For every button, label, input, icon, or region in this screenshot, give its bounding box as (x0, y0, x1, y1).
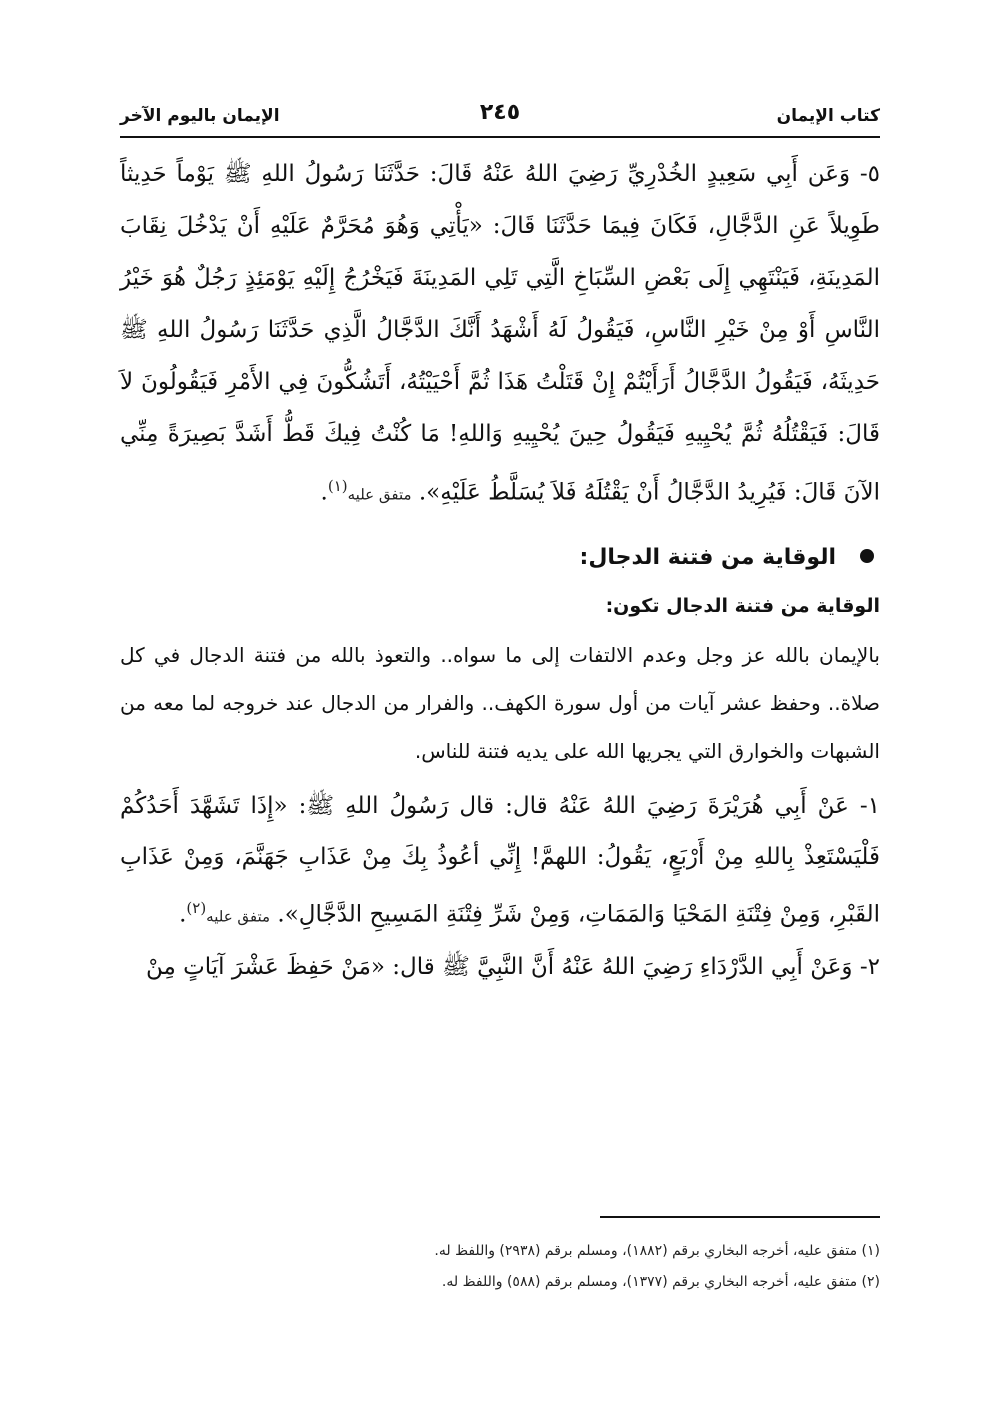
hadith-text: وَعَن أَبِي سَعِيدٍ الخُدْرِيِّ رَضِيَ اللهُ عَنْهُ قَالَ: حَدَّثَنَا رَسُولُ اللهِ ﷺ يَوْماً حَدِيثاً طَوِيلاً عَنِ الدَّجَّالِ، فَكَانَ فِيمَا حَدَّثَنَا قَالَ: «يَأْتِي وَهُوَ مُحَرَّمٌ عَلَيْهِ أَنْ يَدْخُلَ نِقَابَ المَدِينَةِ، فَيَنْتَهِي إِلَى بَعْضِ السِّبَاخِ الَّتِي تَلِي المَدِينَةَ فَيَخْرُجُ إِلَيْهِ يَوْمَئِذٍ رَجُلٌ هُوَ خَيْرُ النَّاسِ أَوْ مِنْ خَيْرِ النَّاسِ، فَيَقُولُ لَهُ أَشْهَدُ أَنَّكَ الدَّجَّالُ الَّذِي حَدَّثَنَا رَسُولُ اللهِ ﷺ حَدِيثَهُ، فَيَقُولُ الدَّجَّالُ أَرَأَيْتُمْ إِنْ قَتَلْتُ هَذَا ثُمَّ أَحْيَيْتُهُ، أَتَشُكُّونَ فِي الأَمْرِ فَيَقُولُونَ لاَ قَالَ: فَيَقْتُلُهُ ثُمَّ يُحْيِيهِ فَيَقُولُ حِينَ يُحْيِيهِ وَاللهِ! مَا كُنْتُ فِيكَ قَطُّ أَشَدَّ بَصِيرَةً مِنِّي الآنَ قَالَ: فَيُرِيدُ الدَّجَّالُ أَنْ يَقْتُلَهُ فَلاَ يُسَلَّطُ عَلَيْهِ». (120, 161, 880, 506)
agreed-label: متفق عليه (347, 485, 412, 504)
hadith-number: ١- (859, 792, 880, 819)
hadith-text: وَعَنْ أَبِي الدَّرْدَاءِ رَضِيَ اللهُ عَنْهُ أَنَّ النَّبِيَّ ﷺ قال: «مَنْ حَفِظَ عَشْرَ آيَاتٍ مِنْ (145, 954, 853, 981)
running-header (120, 98, 880, 134)
agreed-label: متفق عليه (206, 907, 271, 926)
page-number: ٢٤٥ (479, 100, 521, 125)
section-heading (120, 535, 880, 581)
header-chapter-title: الإيمان باليوم الآخر (120, 106, 280, 126)
section-subtitle: الوقاية من فتنة الدجال تكون: (605, 594, 880, 617)
hadith-1 (120, 781, 880, 943)
footnote-ref[interactable]: (٢) (186, 898, 207, 917)
footnote-ref[interactable]: (١) (327, 477, 348, 495)
hadith-2 (120, 942, 880, 993)
hadith-number: ٢- (859, 954, 880, 981)
header-divider (120, 136, 880, 138)
end-mark: . (179, 901, 187, 928)
hadith-text: عَنْ أَبِي هُرَيْرَةَ رَضِيَ اللهُ عَنْهُ قال: قال رَسُولُ اللهِ ﷺ: «إِذَا تَشَهَّدَ أَحَدُكُمْ فَلْيَسْتَعِذْ بِاللهِ مِنْ أَرْبَعٍ، يَقُولُ: اللهمَّ! إِنِّي أعُوذُ بِكَ مِنْ عَذَابِ جَهَنَّمَ، وَمِنْ عَذَابِ القَبْرِ، وَمِنْ فِتْنَةِ المَحْيَا وَالمَمَاتِ، وَمِنْ شَرِّ فِتْنَةِ المَسِيحِ الدَّجَّالِ». (120, 792, 880, 928)
section-title: الوقاية من فتنة الدجال: (579, 544, 836, 570)
end-mark: . (320, 479, 328, 506)
footnotes (120, 1236, 880, 1298)
footnote-divider (600, 1216, 880, 1218)
footnote-2: (٢) متفق عليه، أخرجه البخاري برقم (١٣٧٧)، ومسلم برقم (٥٨٨) واللفظ له. (441, 1274, 880, 1290)
page-body (120, 148, 880, 993)
hadith-number: ٥- (859, 161, 880, 187)
section-body: بالإيمان بالله عز وجل وعدم الالتفات إلى ما سواه.. والتعوذ بالله من فتنة الدجال في كل صلاة.. وحفظ عشر آيات من أول سورة الكهف.. والفرار من الدجال عند خروجه لما معه من الشبهات والخوارق التي يجريها الله على يديه فتنة للناس. (120, 642, 880, 763)
header-book-title: كتاب الإيمان (776, 106, 880, 126)
footnote-1: (١) متفق عليه، أخرجه البخاري برقم (١٨٨٢)، ومسلم برقم (٢٩٣٨) واللفظ له. (434, 1243, 880, 1259)
hadith-5 (120, 148, 880, 521)
bullet-icon (860, 549, 874, 563)
